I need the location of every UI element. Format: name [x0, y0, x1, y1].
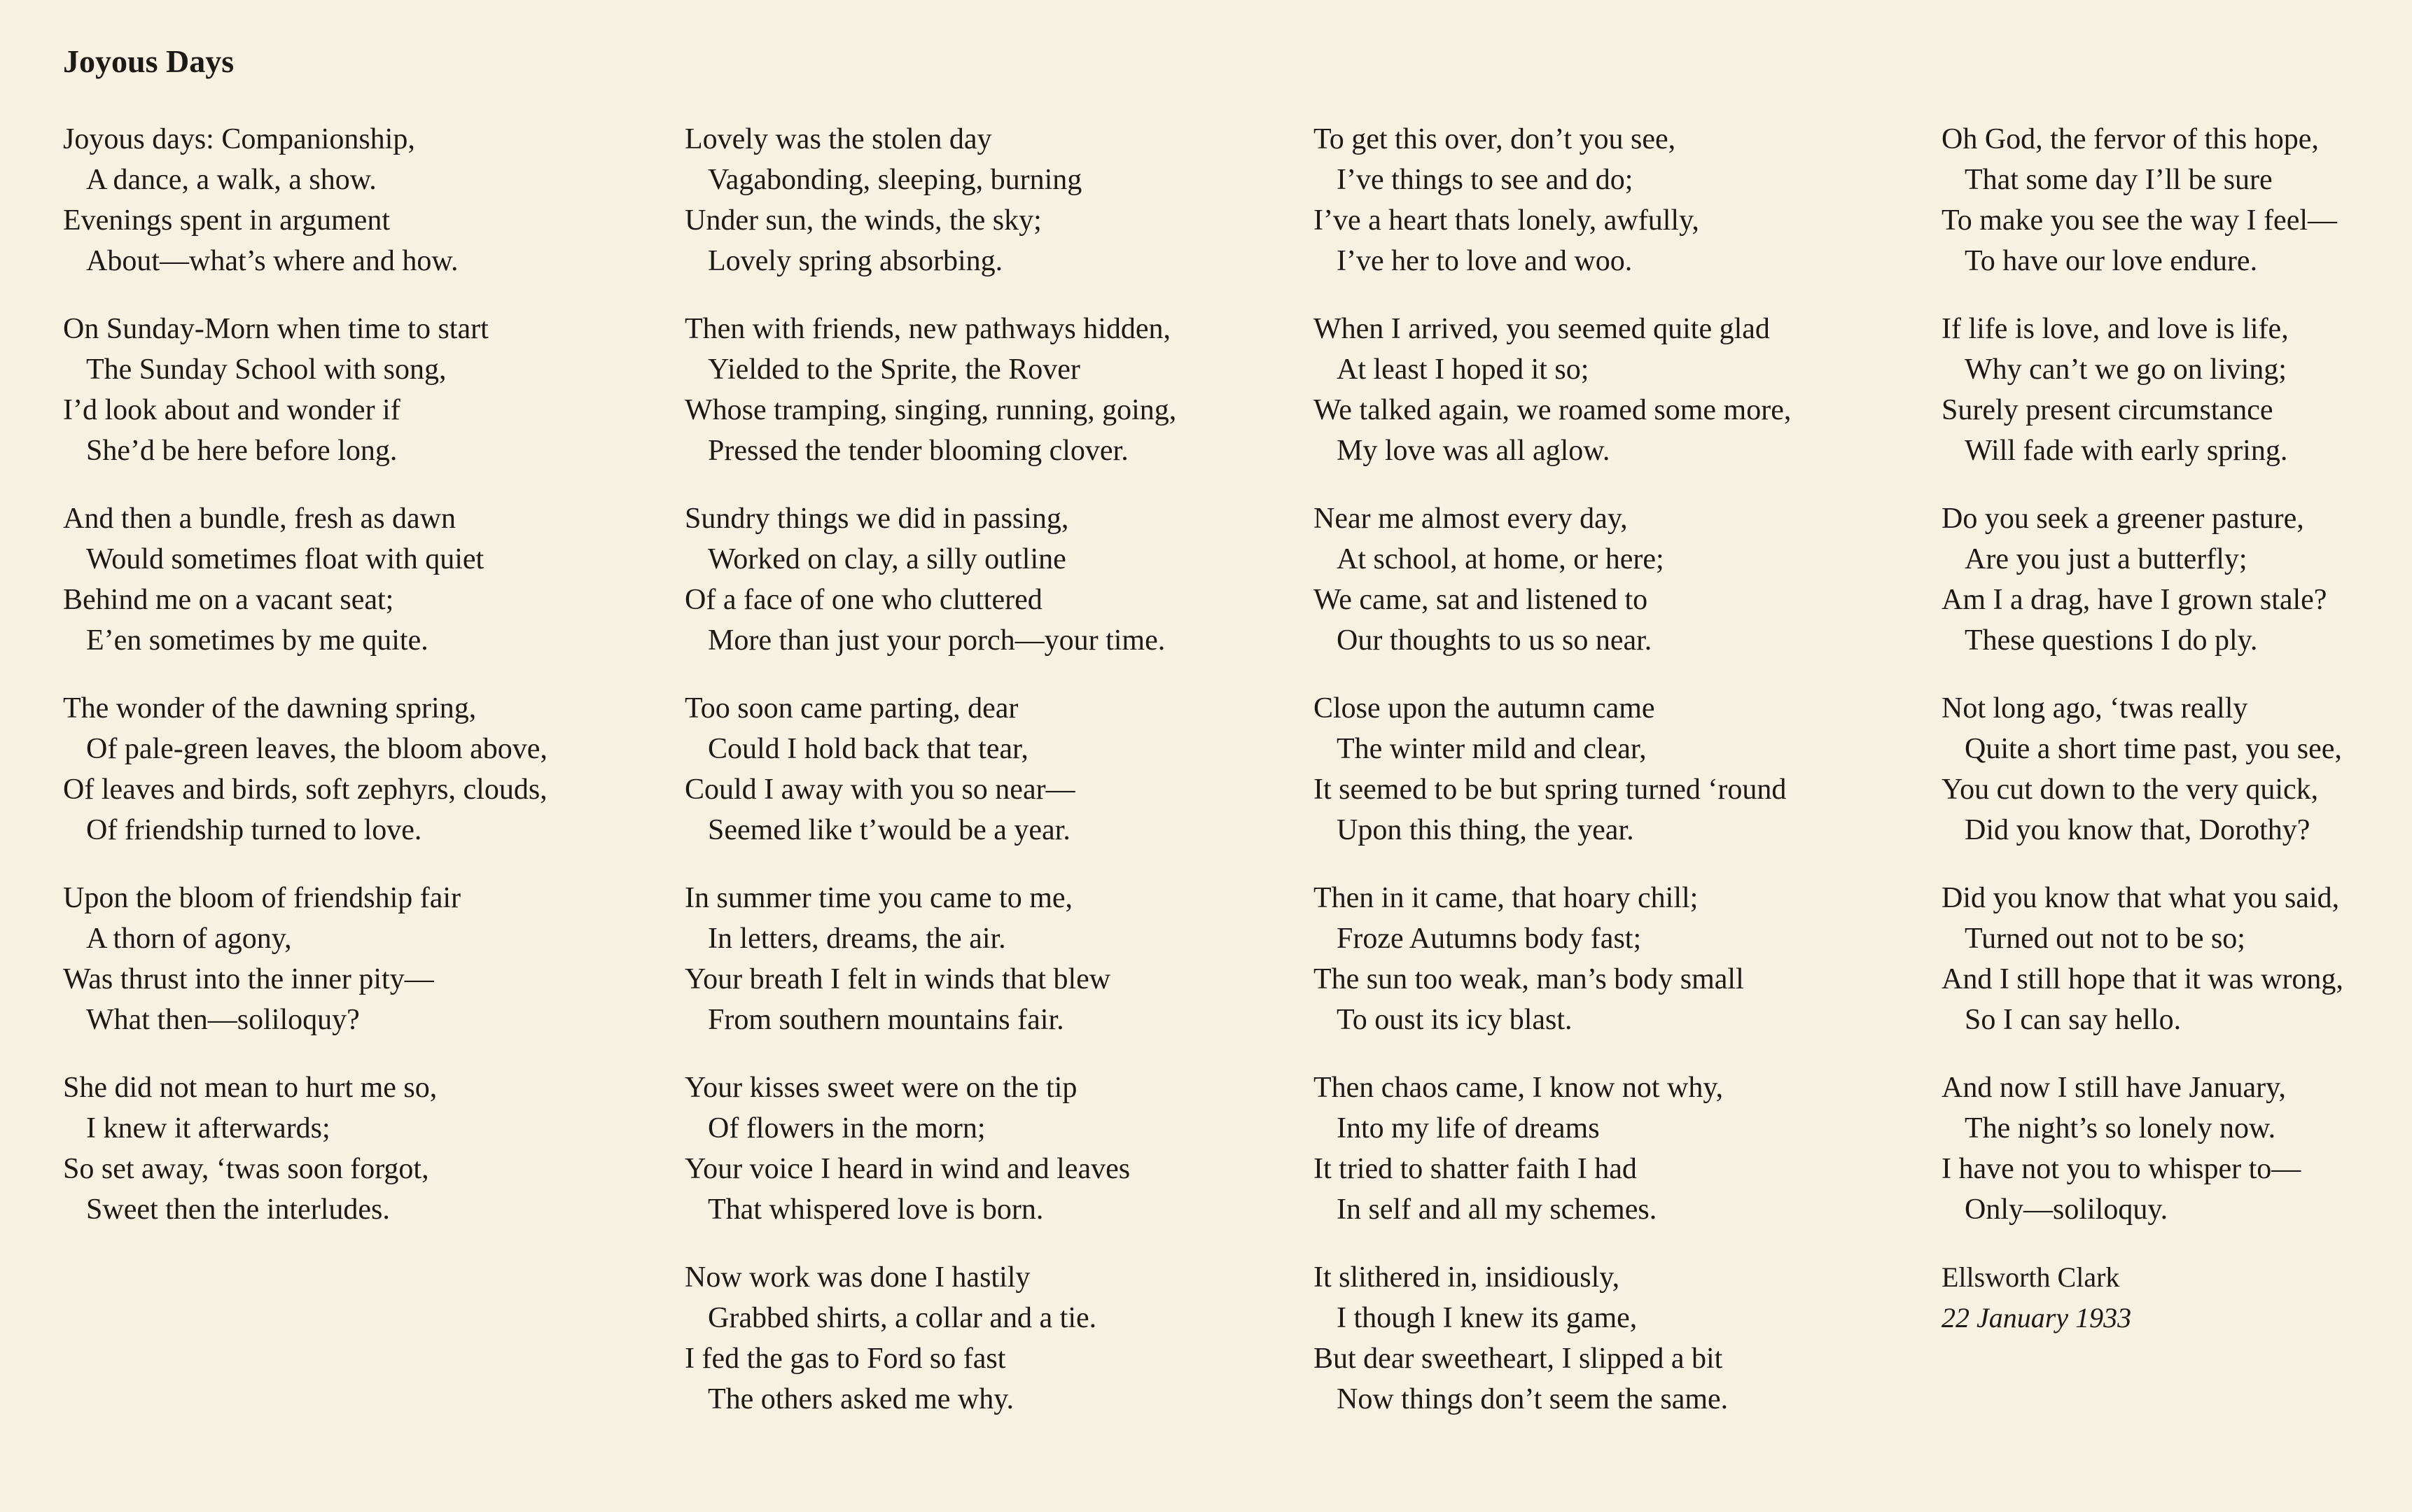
poem-line: Under sun, the winds, the sky; — [685, 204, 1042, 237]
poem-column-1 — [63, 119, 665, 1257]
poem-line: Are you just a butterfly; — [1965, 543, 2247, 575]
poem-line: I’ve things to see and do; — [1337, 164, 1633, 196]
poem-line: That some day I’ll be sure — [1965, 164, 2273, 196]
poem-line: Oh God, the fervor of this hope, — [1942, 123, 2319, 155]
stanza — [1942, 1068, 2412, 1230]
poem-line: In summer time you came to me, — [685, 882, 1073, 914]
poem-line: Joyous days: Companionship, — [63, 123, 415, 155]
stanza — [1942, 878, 2412, 1040]
poem-line: Sundry things we did in passing, — [685, 503, 1069, 535]
poem-line: Could I away with you so near— — [685, 774, 1075, 806]
poem-line: That whispered love is born. — [708, 1194, 1044, 1226]
poem-line: The others asked me why. — [708, 1383, 1014, 1415]
poem-line: I though I knew its game, — [1337, 1302, 1638, 1334]
stanza — [1942, 119, 2412, 281]
stanza — [63, 309, 665, 471]
poem-line: Grabbed shirts, a collar and a tie. — [708, 1302, 1097, 1334]
poem-line: At least I hoped it so; — [1337, 354, 1589, 386]
poem-date: 22 January 1933 — [1942, 1302, 2132, 1334]
poem-line: Into my life of dreams — [1337, 1112, 1600, 1144]
poem-line: What then—soliloquy? — [86, 1004, 360, 1036]
poem-line: Near me almost every day, — [1313, 503, 1628, 535]
poem-line: Of leaves and birds, soft zephyrs, clouds, — [63, 774, 548, 806]
poem-line: Did you know that what you said, — [1942, 882, 2340, 914]
poem-line: To make you see the way I feel— — [1942, 204, 2338, 237]
poem-line: Behind me on a vacant seat; — [63, 584, 394, 616]
poem-line: About—what’s where and how. — [86, 245, 459, 277]
author-name: Ellsworth Clark — [1942, 1261, 2120, 1293]
poem-line: It seemed to be but spring turned ‘round — [1313, 774, 1787, 806]
poem-line: Close upon the autumn came — [1313, 692, 1655, 724]
poem-line: Was thrust into the inner pity— — [63, 963, 434, 995]
poem-line: The Sunday School with song, — [86, 354, 447, 386]
poem-line: And I still hope that it was wrong, — [1942, 963, 2343, 995]
poem-line: On Sunday-Morn when time to start — [63, 313, 489, 345]
stanza — [1313, 309, 1916, 471]
stanza — [685, 309, 1287, 471]
stanza — [1942, 498, 2412, 661]
poem-line: Lovely spring absorbing. — [708, 245, 1003, 277]
poem-line: Not long ago, ‘twas really — [1942, 692, 2248, 724]
stanza — [685, 1257, 1287, 1420]
poem-line: Could I hold back that tear, — [708, 733, 1029, 765]
poem-line: Of pale-green leaves, the bloom above, — [86, 733, 548, 765]
poem-line: Only—soliloquy. — [1965, 1194, 2168, 1226]
poem-line: We came, sat and listened to — [1313, 584, 1648, 616]
stanza — [1313, 498, 1916, 661]
poem-line: I’ve a heart thats lonely, awfully, — [1313, 204, 1699, 237]
poem-line: Too soon came parting, dear — [685, 692, 1019, 724]
poem-line: If life is love, and love is life, — [1942, 313, 2289, 345]
stanza — [1313, 119, 1916, 281]
poem-line: Lovely was the stolen day — [685, 123, 992, 155]
poem-line: We talked again, we roamed some more, — [1313, 394, 1792, 426]
poem-line: And now I still have January, — [1942, 1072, 2286, 1104]
poem-line: Pressed the tender blooming clover. — [708, 435, 1129, 467]
stanza — [63, 498, 665, 661]
poem-line: So set away, ‘twas soon forgot, — [63, 1153, 429, 1185]
poem-line: At school, at home, or here; — [1337, 543, 1664, 575]
poem-line: When I arrived, you seemed quite glad — [1313, 313, 1770, 345]
poem-line: Turned out not to be so; — [1965, 923, 2245, 955]
poem-line: So I can say hello. — [1965, 1004, 2182, 1036]
poem-line: Then in it came, that hoary chill; — [1313, 882, 1699, 914]
poem-line: Upon this thing, the year. — [1337, 814, 1634, 846]
poem-line: Did you know that, Dorothy? — [1965, 814, 2310, 846]
poem-line: Surely present circumstance — [1942, 394, 2273, 426]
poem-line: Your breath I felt in winds that blew — [685, 963, 1111, 995]
stanza — [63, 878, 665, 1040]
stanza — [685, 878, 1287, 1040]
poem-line: Do you seek a greener pasture, — [1942, 503, 2304, 535]
signature-block — [1942, 1257, 2412, 1338]
stanza — [685, 688, 1287, 850]
poem-line: E’en sometimes by me quite. — [86, 624, 428, 657]
poem-line: To have our love endure. — [1965, 245, 2258, 277]
stanza — [63, 119, 665, 281]
stanza — [1942, 688, 2412, 850]
stanza — [1313, 1068, 1916, 1230]
poem-line: The wonder of the dawning spring, — [63, 692, 477, 724]
poem-line: The sun too weak, man’s body small — [1313, 963, 1744, 995]
poem-line: In letters, dreams, the air. — [708, 923, 1006, 955]
poem-line: Seemed like t’would be a year. — [708, 814, 1071, 846]
poem-line: You cut down to the very quick, — [1942, 774, 2319, 806]
poem-line: My love was all aglow. — [1337, 435, 1610, 467]
poem-line: Then with friends, new pathways hidden, — [685, 313, 1171, 345]
stanza — [685, 119, 1287, 281]
poem-line: Evenings spent in argument — [63, 204, 390, 237]
poem-column-2 — [685, 119, 1287, 1447]
stanza — [63, 688, 665, 850]
poem-line: She did not mean to hurt me so, — [63, 1072, 438, 1104]
poem-line: I have not you to whisper to— — [1942, 1153, 2301, 1185]
poem-line: These questions I do ply. — [1965, 624, 2258, 657]
poem-line: Will fade with early spring. — [1965, 435, 2288, 467]
poem-line: But dear sweetheart, I slipped a bit — [1313, 1343, 1723, 1375]
poem-line: Upon the bloom of friendship fair — [63, 882, 461, 914]
poem-line: Am I a drag, have I grown stale? — [1942, 584, 2327, 616]
poem-line: Then chaos came, I know not why, — [1313, 1072, 1724, 1104]
poem-column-3 — [1313, 119, 1916, 1447]
stanza — [63, 1068, 665, 1230]
poem-line: A dance, a walk, a show. — [86, 164, 377, 196]
poem-line: More than just your porch—your time. — [708, 624, 1166, 657]
poem-line: I fed the gas to Ford so fast — [685, 1343, 1006, 1375]
poem-line: Now things don’t seem the same. — [1337, 1383, 1729, 1415]
poem-line: I knew it afterwards; — [86, 1112, 330, 1144]
poem-line: She’d be here before long. — [86, 435, 398, 467]
poem-line: To get this over, don’t you see, — [1313, 123, 1676, 155]
poem-line: A thorn of agony, — [86, 923, 292, 955]
poem-line: Why can’t we go on living; — [1965, 354, 2287, 386]
poem-line: To oust its icy blast. — [1337, 1004, 1573, 1036]
poem-title: Joyous Days — [63, 43, 235, 79]
poem-line: Yielded to the Sprite, the Rover — [708, 354, 1080, 386]
poem-line: Would sometimes float with quiet — [86, 543, 485, 575]
poem-line: I’ve her to love and woo. — [1337, 245, 1633, 277]
poem-line: Vagabonding, sleeping, burning — [708, 164, 1082, 196]
poem-line: It tried to shatter faith I had — [1313, 1153, 1637, 1185]
poem-line: Quite a short time past, you see, — [1965, 733, 2342, 765]
poem-line: The winter mild and clear, — [1337, 733, 1647, 765]
stanza — [685, 1068, 1287, 1230]
poem-column-4 — [1942, 119, 2412, 1338]
poem-line: Of friendship turned to love. — [86, 814, 422, 846]
stanza — [1942, 309, 2412, 471]
poem-line: Whose tramping, singing, running, going, — [685, 394, 1177, 426]
stanza — [1313, 878, 1916, 1040]
stanza — [1313, 688, 1916, 850]
poem-line: Now work was done I hastily — [685, 1261, 1031, 1294]
poem-line: It slithered in, insidiously, — [1313, 1261, 1620, 1294]
poem-line: From southern mountains fair. — [708, 1004, 1064, 1036]
poem-line: Worked on clay, a silly outline — [708, 543, 1066, 575]
stanza — [685, 498, 1287, 661]
poem-line: The night’s so lonely now. — [1965, 1112, 2276, 1144]
poem-line: Froze Autumns body fast; — [1337, 923, 1642, 955]
poem-line: Sweet then the interludes. — [86, 1194, 390, 1226]
poem-line: In self and all my schemes. — [1337, 1194, 1657, 1226]
poem-line: Of flowers in the morn; — [708, 1112, 986, 1144]
stanza — [1313, 1257, 1916, 1420]
poem-line: I’d look about and wonder if — [63, 394, 400, 426]
poem-line: Your voice I heard in wind and leaves — [685, 1153, 1131, 1185]
poem-line: And then a bundle, fresh as dawn — [63, 503, 456, 535]
poem-line: Of a face of one who cluttered — [685, 584, 1043, 616]
poem-line: Your kisses sweet were on the tip — [685, 1072, 1078, 1104]
poem-line: Our thoughts to us so near. — [1337, 624, 1652, 657]
